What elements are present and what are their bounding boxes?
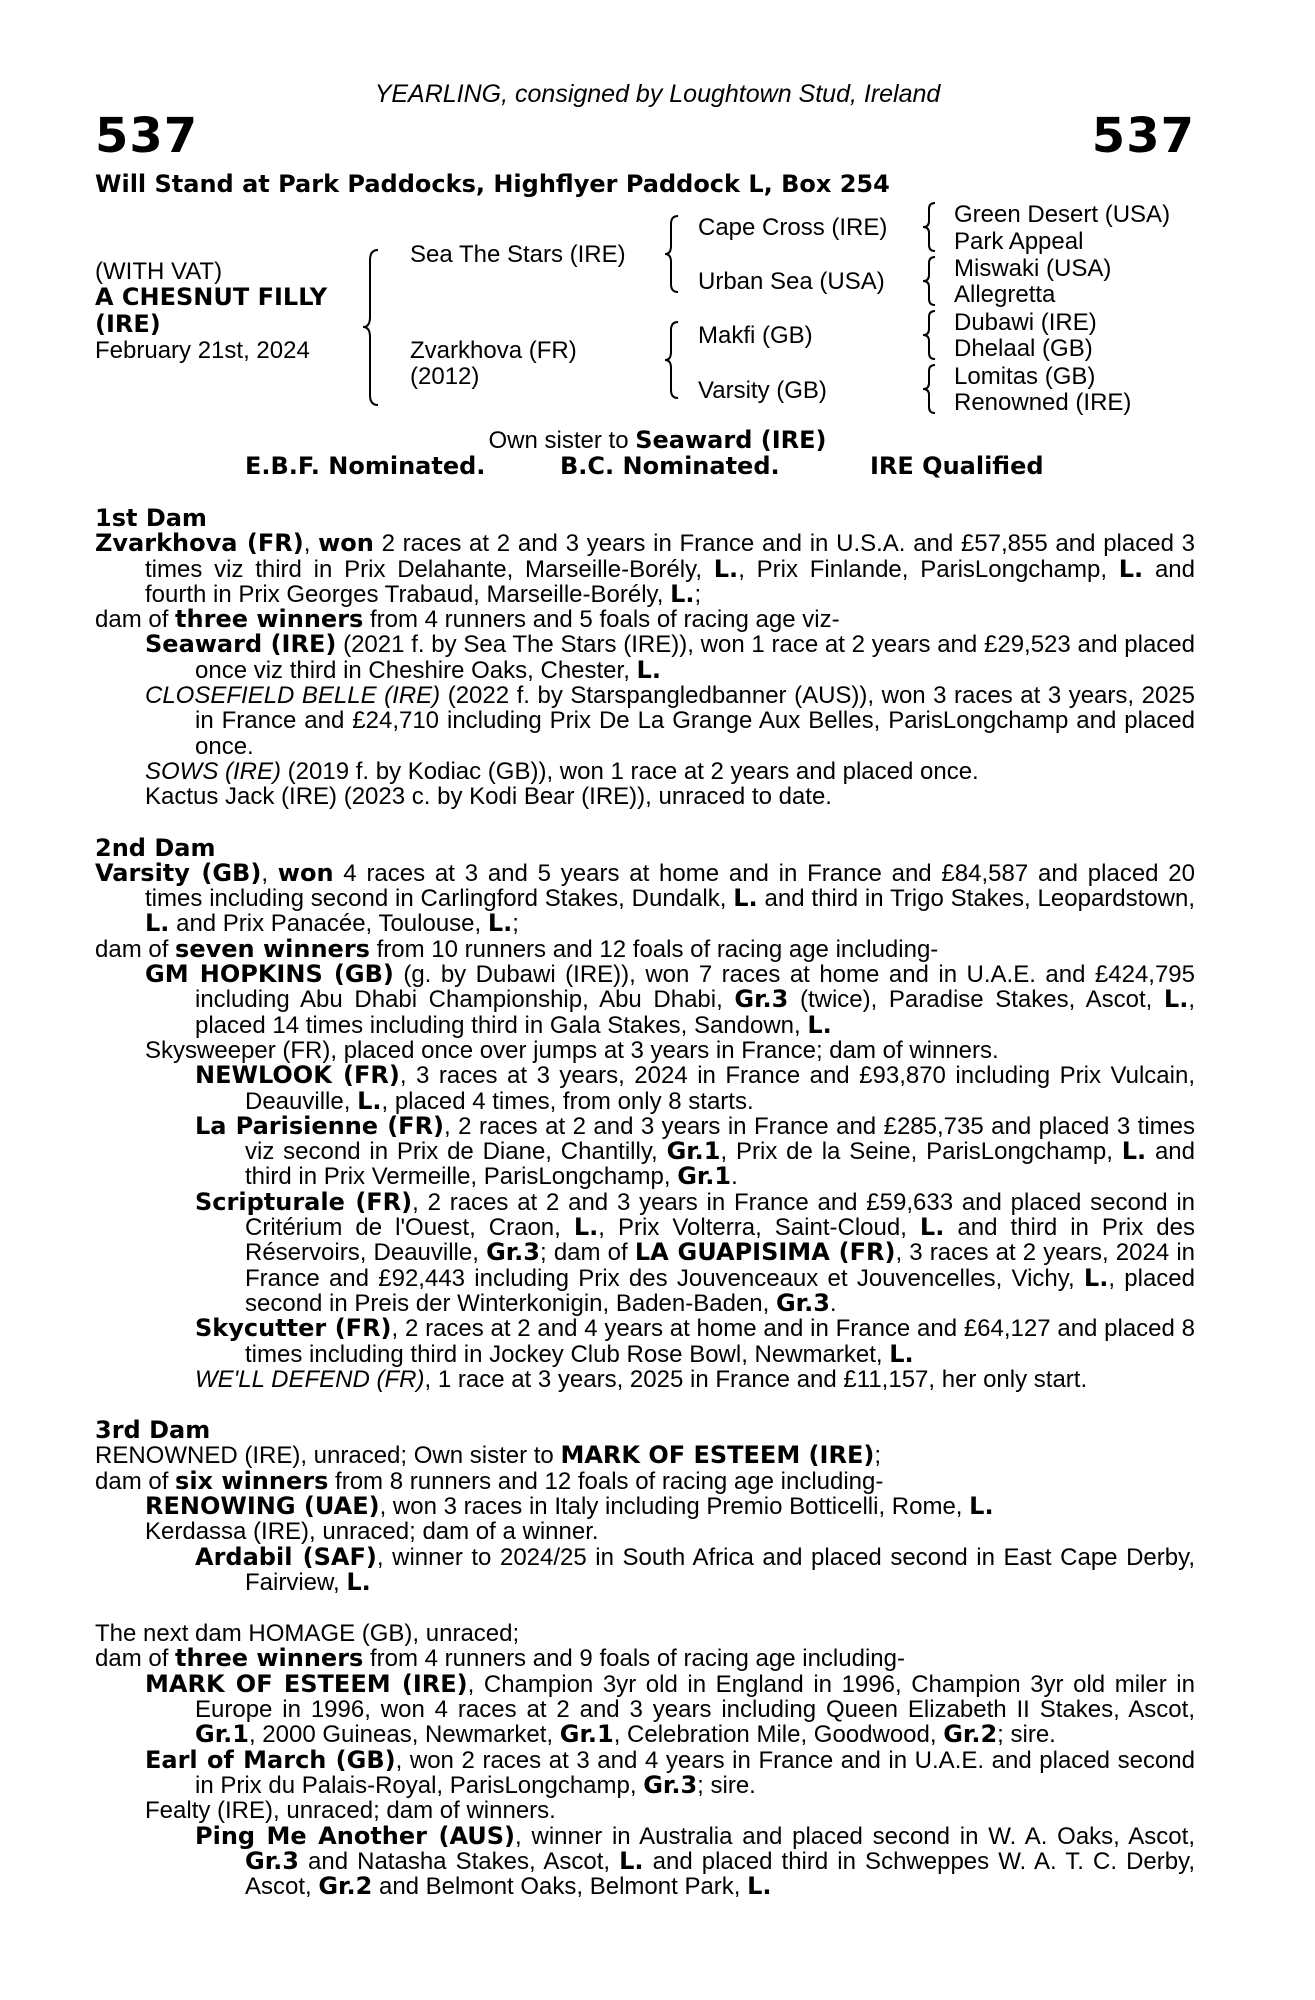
lot-number-left: 537 <box>95 108 199 164</box>
consignment-line: YEARLING, consigned by Loughtown Stud, Ireland <box>374 80 941 108</box>
dam-dam-dam: Renowned (IRE) <box>954 389 1132 416</box>
dam-sire-dam: Dhelaal (GB) <box>954 335 1093 362</box>
produce-entry: Skycutter (FR), 2 races at 2 and 4 years at home and in France and £64,127 and placed 8 times including third in Jockey Club Rose Bowl, Newmarket, L. <box>195 1314 1195 1368</box>
sire-sire-sire: Green Desert (USA) <box>954 201 1171 228</box>
produce-entry: Fealty (IRE), unraced; dam of winners. <box>145 1797 556 1825</box>
dam-name: Zvarkhova (FR) <box>410 337 577 364</box>
horse-country: (IRE) <box>95 310 161 338</box>
produce-entry: GM HOPKINS (GB) (g. by Dubawi (IRE)), won 7 races at home and in U.A.E. and £424,795 including Abu Dhabi Championship, Abu Dhabi, Gr.3 (twice), Paradise Stakes, Ascot, L., placed 14 times including third in Gala Stakes, Sandown, L. <box>145 960 1196 1039</box>
produce-entry: RENOWING (UAE), won 3 races in Italy including Premio Botticelli, Rome, L. <box>145 1491 994 1520</box>
foaling-date: February 21st, 2024 <box>95 337 310 364</box>
ebf-nominated: E.B.F. Nominated. <box>245 452 486 480</box>
third-dam-heading: 3rd Dam <box>95 1416 211 1445</box>
pedigree-brace-sire <box>662 212 690 296</box>
produce-entry: La Parisienne (FR), 2 races at 2 and 3 years in France and £285,735 and placed 3 times viz second in Prix de Diane, Chantilly, Gr.1, Prix de la Seine, ParisLongchamp, L. and third in Prix Vermeille, ParisLongchamp, Gr.1. <box>195 1111 1195 1191</box>
stabling-location: Will Stand at Park Paddocks, Highflyer Paddock L, Box 254 <box>95 170 890 198</box>
produce-entry: Earl of March (GB), won 2 races at 3 and 4 years in France and in U.A.E. and placed second in Prix du Palais-Royal, ParisLongchamp, Gr.3; sire. <box>145 1745 1195 1799</box>
sire-dam-dam: Allegretta <box>954 281 1056 308</box>
lot-number-right: 537 <box>1091 108 1195 164</box>
produce-entry: Seaward (IRE) (2021 f. by Sea The Stars (IRE)), won 1 race at 2 years and £29,523 and placed once viz third in Cheshire Oaks, Chester, L. <box>145 630 1196 684</box>
produce-entry: WE'LL DEFEND (FR), 1 race at 3 years, 2025 in France and £11,157, her only start. <box>195 1365 1088 1393</box>
third-dam-record: RENOWNED (IRE), unraced; Own sister to MARK OF ESTEEM (IRE); <box>95 1441 881 1470</box>
produce-entry: Kerdassa (IRE), unraced; dam of a winner. <box>145 1518 599 1546</box>
third-dam-produce-summary: dam of six winners from 8 runners and 12 foals of racing age including- <box>95 1466 884 1495</box>
next-dam-produce-summary: dam of three winners from 4 runners and 9 foals of racing age including- <box>95 1644 905 1673</box>
produce-entry: Skysweeper (FR), placed once over jumps at 3 years in France; dam of winners. <box>145 1036 999 1064</box>
sire-sire-dam: Park Appeal <box>954 228 1084 255</box>
horse-name: A CHESNUT FILLY <box>95 283 328 311</box>
dam-dam: Varsity (GB) <box>698 377 827 404</box>
ire-qualified: IRE Qualified <box>870 452 1044 480</box>
vat-note: (WITH VAT) <box>95 258 223 285</box>
first-dam-record: Zvarkhova (FR), won 2 races at 2 and 3 years in France and in U.S.A. and £57,855 and placed 3 times viz third in Prix Delahante, Marseille-Borély, L., Prix Finlande, ParisLongchamp, L. and fourth in Prix Georges Trabaud, Marseille-Borély, L.; <box>95 529 1195 608</box>
pedigree-brace-ds <box>920 308 946 362</box>
produce-entry: Ping Me Another (AUS), winner in Australia and placed second in W. A. Oaks, Ascot, Gr.3 and Natasha Stakes, Ascot, L. and placed third in Schweppes W. A. T. C. Derby, Ascot, Gr.2 and Belmont Oaks, Belmont Park, L. <box>195 1821 1195 1901</box>
first-dam-heading: 1st Dam <box>95 504 207 532</box>
produce-entry: CLOSEFIELD BELLE (IRE) (2022 f. by Starspangledbanner (AUS)), won 3 races at 3 years, 2025 in France and £24,710 including Prix De La Grange Aux Belles, ParisLongchamp and placed once. <box>145 682 1195 760</box>
produce-entry: Scripturale (FR), 2 races at 2 and 3 years in France and £59,633 and placed second in Critérium de l'Ouest, Craon, L., Prix Volterra, Saint-Cloud, L. and third in Prix des Réservoirs, Deauville, Gr.3; dam of LA GUAPISIMA (FR), 3 races at 2 years, 2024 in France and £92,443 including Prix des Jouvenceaux et Jouvencelles, Vichy, L., placed second in Preis der Winterkonigin, Baden-Baden, Gr.3. <box>195 1187 1196 1317</box>
second-dam-produce-summary: dam of seven winners from 10 runners and 12 foals of racing age including- <box>95 934 939 963</box>
pedigree-brace-dam <box>662 318 690 402</box>
produce-entry: MARK OF ESTEEM (IRE), Champion 3yr old in England in 1996, Champion 3yr old miler in Europe in 1996, won 4 races at 2 and 3 years including Queen Elizabeth II Stakes, Ascot, Gr.1, 2000 Guineas, Newmarket, Gr.1, Celebration Mile, Goodwood, Gr.2; sire. <box>145 1669 1195 1749</box>
sire-name: Sea The Stars (IRE) <box>410 241 626 268</box>
second-dam-heading: 2nd Dam <box>95 833 216 862</box>
own-sister-note: Own sister to Seaward (IRE) <box>488 426 827 454</box>
dam-year: (2012) <box>410 363 480 390</box>
produce-entry: Ardabil (SAF), winner to 2024/25 in South Africa and placed second in East Cape Derby, Fairview, L. <box>195 1542 1195 1596</box>
dam-dam-sire: Lomitas (GB) <box>954 363 1096 390</box>
pedigree-brace-sd <box>920 254 946 308</box>
produce-entry: Kactus Jack (IRE) (2023 c. by Kodi Bear (IRE)), unraced to date. <box>145 783 832 811</box>
dam-sire: Makfi (GB) <box>698 322 813 349</box>
produce-entry: SOWS (IRE) (2019 f. by Kodiac (GB)), won 1 race at 2 years and placed once. <box>145 757 979 785</box>
produce-record <box>95 506 1195 1899</box>
sire-sire: Cape Cross (IRE) <box>698 214 888 241</box>
second-dam-record: Varsity (GB), won 4 races at 3 and 5 years at home and in France and £84,587 and placed 20 times including second in Carlingford Stakes, Dundalk, L. and third in Trigo Stakes, Leopardstown, L. and Prix Panacée, Toulouse, L.; <box>95 858 1195 938</box>
next-dam-record: The next dam HOMAGE (GB), unraced; <box>95 1620 520 1648</box>
pedigree-brace-main <box>360 245 390 410</box>
pedigree-brace-ss <box>920 200 946 254</box>
produce-entry: NEWLOOK (FR), 3 races at 3 years, 2024 in France and £93,870 including Prix Vulcain, Deauville, L., placed 4 times, from only 8 starts. <box>195 1061 1195 1115</box>
dam-sire-sire: Dubawi (IRE) <box>954 309 1097 336</box>
sire-dam-sire: Miswaki (USA) <box>954 255 1112 282</box>
first-dam-produce-summary: dam of three winners from 4 runners and 5 foals of racing age viz- <box>95 605 840 634</box>
pedigree-brace-dd <box>920 362 946 416</box>
sire-dam: Urban Sea (USA) <box>698 268 885 295</box>
bc-nominated: B.C. Nominated. <box>560 452 780 480</box>
